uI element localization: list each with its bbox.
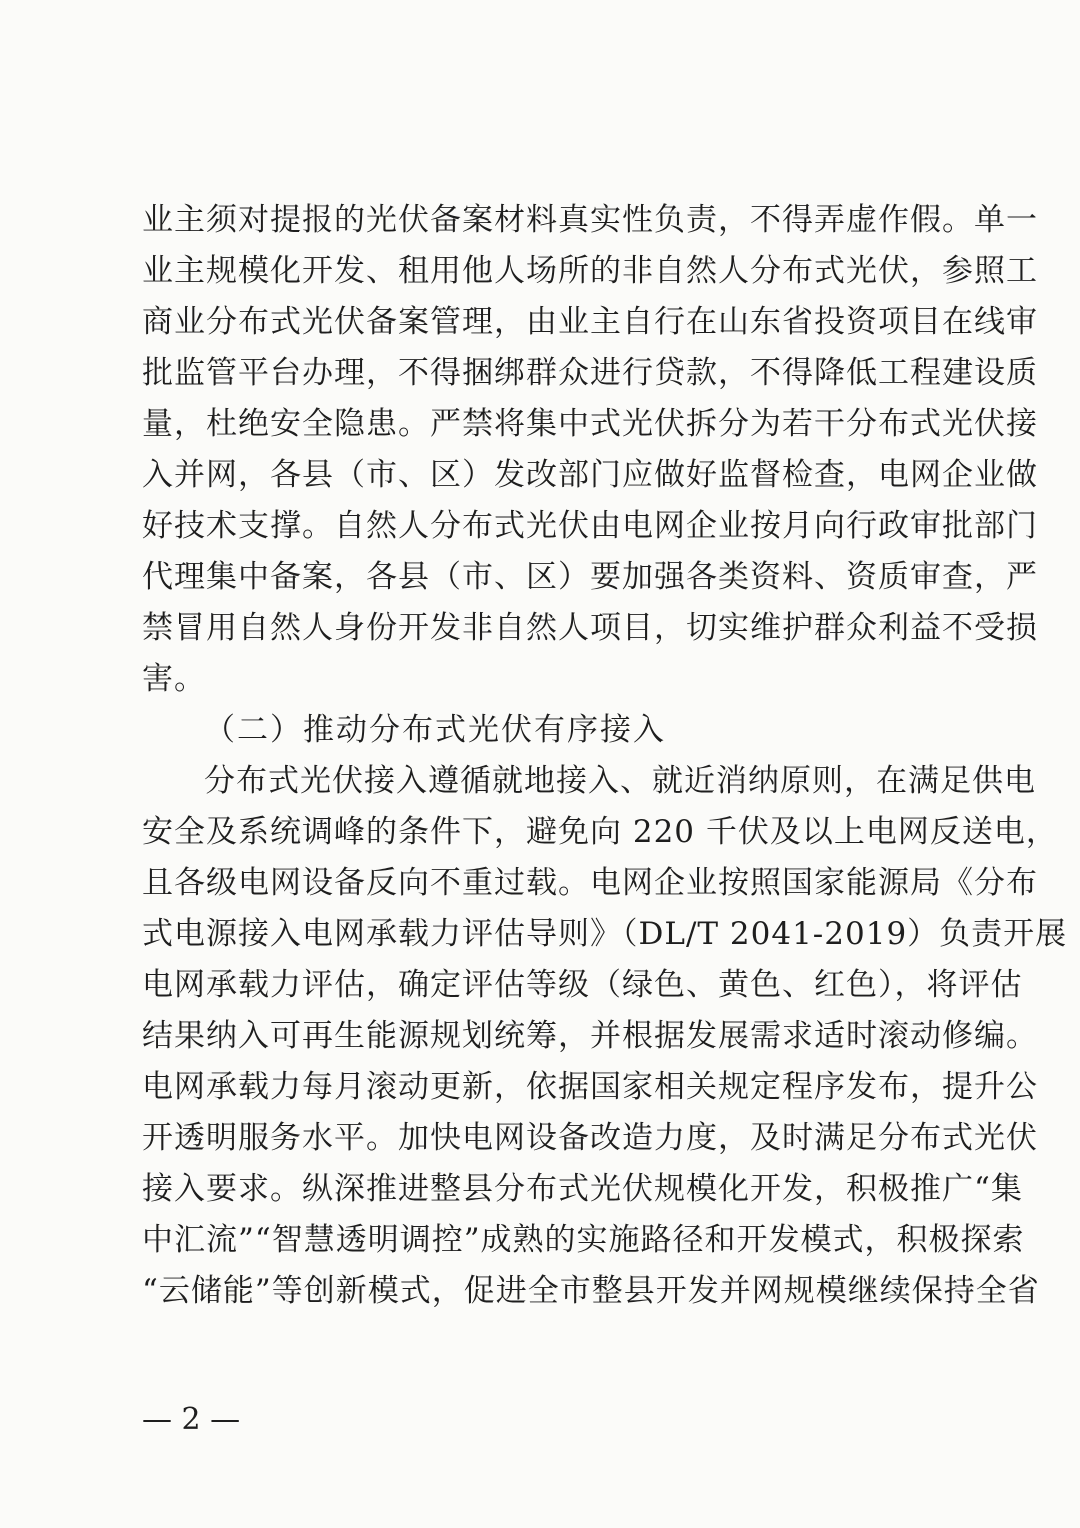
body-text-line: 结果纳入可再生能源规划统筹，并根据发展需求适时滚动修编。 [142,1018,1038,1054]
page-number: — 2 — [142,1402,241,1437]
body-text-line: 电网承载力评估，确定评估等级（绿色、黄色、红色），将评估 [142,967,1023,1003]
body-text-line: 中汇流”“智慧透明调控”成熟的实施路径和开发模式，积极探索 [142,1222,1025,1258]
body-text-line: 业主规模化开发、租用他人场所的非自然人分布式光伏，参照工 [142,253,1038,289]
body-text-line: 电网承载力每月滚动更新，依据国家相关规定程序发布，提升公 [142,1069,1038,1105]
body-text-line: 分布式光伏接入遵循就地接入、就近消纳原则，在满足供电 [204,763,1036,799]
body-text-line: 开透明服务水平。加快电网设备改造力度，及时满足分布式光伏 [142,1120,1038,1156]
body-text-line: 业主须对提报的光伏备案材料真实性负责，不得弄虚作假。单一 [142,202,1038,238]
body-text-line: 好技术支撑。自然人分布式光伏由电网企业按月向行政审批部门 [142,508,1038,544]
body-text-line: 害。 [142,661,206,697]
body-text-line: 代理集中备案，各县（市、区）要加强各类资料、资质审查，严 [142,559,1038,595]
body-text-line: 批监管平台办理，不得捆绑群众进行贷款，不得降低工程建设质 [142,355,1038,391]
body-text-line: 商业分布式光伏备案管理，由业主自行在山东省投资项目在线审 [142,304,1038,340]
section-heading: （二）推动分布式光伏有序接入 [204,712,666,748]
body-text-line: “云储能”等创新模式，促进全市整县开发并网规模继续保持全省 [142,1273,1040,1309]
body-text-line: 量，杜绝安全隐患。严禁将集中式光伏拆分为若干分布式光伏接 [142,406,1038,442]
body-text-line: 式电源接入电网承载力评估导则》（DL/T 2041-2019）负责开展 [142,916,1068,952]
body-text-line: 安全及系统调峰的条件下，避免向 220 千伏及以上电网反送电， [142,814,1058,850]
body-text-line: 禁冒用自然人身份开发非自然人项目，切实维护群众利益不受损 [142,610,1038,646]
body-text-line: 且各级电网设备反向不重过载。电网企业按照国家能源局《分布 [142,865,1038,901]
body-text-line: 接入要求。纵深推进整县分布式光伏规模化开发，积极推广“集 [142,1171,1023,1207]
body-text-line: 入并网，各县（市、区）发改部门应做好监督检查，电网企业做 [142,457,1038,493]
